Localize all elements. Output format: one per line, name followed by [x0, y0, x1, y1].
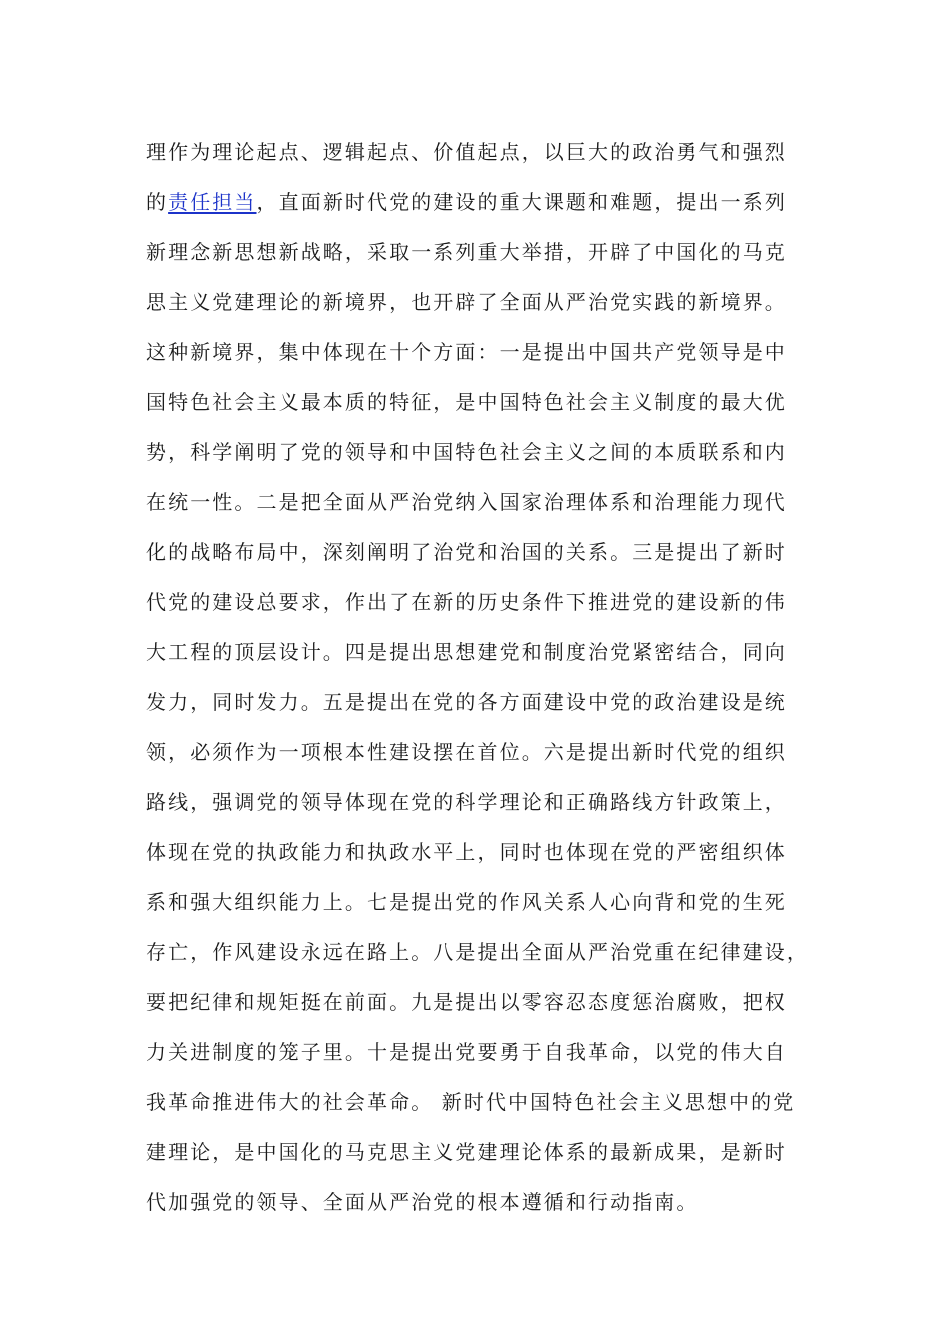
text-line: 国特色社会主义最本质的特征，是中国特色社会主义制度的最大优	[146, 390, 787, 414]
text-line: 大工程的顶层设计。四是提出思想建党和制度治党紧密结合，同向	[146, 640, 787, 664]
responsibility-link[interactable]: 责任担当	[168, 190, 257, 214]
text-line: 要把纪律和规矩挺在前面。九是提出以零容忍态度惩治腐败，把权	[146, 990, 787, 1014]
text-line: 代党的建设总要求，作出了在新的历史条件下推进党的建设新的伟	[146, 590, 787, 614]
text-line: 在统一性。二是把全面从严治党纳入国家治理体系和治理能力现代	[146, 490, 787, 514]
text-line: 新理念新思想新战略，采取一系列重大举措，开辟了中国化的马克	[146, 240, 787, 264]
text-line: 化的战略布局中，深刻阐明了治党和治国的关系。三是提出了新时	[146, 540, 787, 564]
text-line: 思主义党建理论的新境界，也开辟了全面从严治党实践的新境界。	[146, 290, 787, 314]
text-line: 这种新境界，集中体现在十个方面：一是提出中国共产党领导是中	[146, 340, 787, 364]
text-line: 路线，强调党的领导体现在党的科学理论和正确路线方针政策上，	[146, 790, 787, 814]
text-line: 我革命推进伟大的社会革命。 新时代中国特色社会主义思想中的党	[146, 1090, 796, 1114]
text-line: 代加强党的领导、全面从严治党的根本遵循和行动指南。	[146, 1190, 699, 1214]
text-line: 力关进制度的笼子里。十是提出党要勇于自我革命，以党的伟大自	[146, 1040, 787, 1064]
text-line: 发力，同时发力。五是提出在党的各方面建设中党的政治建设是统	[146, 690, 787, 714]
text-line: 存亡，作风建设永远在路上。八是提出全面从严治党重在纪律建设，	[146, 940, 809, 964]
text-line	[146, 177, 806, 227]
text-line: 势，科学阐明了党的领导和中国特色社会主义之间的本质联系和内	[146, 440, 787, 464]
text-line: 领，必须作为一项根本性建设摆在首位。六是提出新时代党的组织	[146, 740, 787, 764]
text-fragment: 的	[146, 190, 169, 214]
text-line: 建理论，是中国化的马克思主义党建理论体系的最新成果，是新时	[146, 1140, 787, 1164]
text-line: 体现在党的执政能力和执政水平上，同时也体现在党的严密组织体	[146, 840, 787, 864]
body-paragraph	[146, 127, 809, 1227]
text-fragment: ，直面新时代党的建设的重大课题和难题，提出一系列	[256, 190, 787, 214]
text-line: 理作为理论起点、逻辑起点、价值起点，以巨大的政治勇气和强烈	[146, 140, 787, 164]
text-line: 系和强大组织能力上。七是提出党的作风关系人心向背和党的生死	[146, 890, 787, 914]
